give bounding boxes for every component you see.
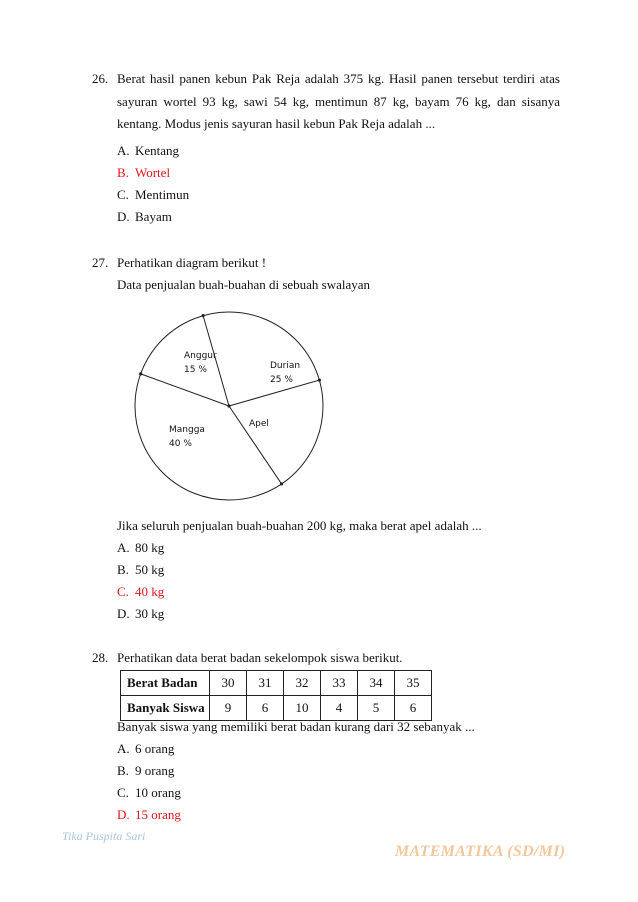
fruit-sales-pie-chart	[130, 305, 330, 505]
pie-boundary-dot	[318, 378, 321, 381]
q28-option-d: D. 15 orang	[117, 807, 181, 822]
pie-slice-value-label: 40 %	[169, 439, 192, 449]
pie-center-dot	[227, 404, 230, 407]
table-cell: 32	[284, 671, 321, 696]
pie-boundary-dot	[139, 372, 142, 375]
table-cell: 5	[358, 696, 395, 721]
author-name: Tika Puspita Sari	[62, 829, 146, 843]
table-cell: 33	[321, 671, 358, 696]
pie-slice-label: Anggur	[184, 351, 217, 361]
q27-question: Jika seluruh penjualan buah-buahan 200 kg, maka berat apel adalah ...	[117, 518, 482, 533]
q27-line-2: Data penjualan buah-buahan di sebuah swalayan	[117, 277, 371, 292]
q27-number: 27.	[92, 255, 109, 270]
subject-title: MATEMATIKA (SD/MI)	[395, 843, 566, 860]
weight-table	[120, 670, 432, 721]
q26-line-2: sayuran wortel 93 kg, sawi 54 kg, mentimun 87 kg, bayam 76 kg, dan sisanya	[117, 93, 560, 109]
table-cell: 34	[358, 671, 395, 696]
q26-option-c: C. Mentimun	[117, 187, 190, 202]
pie-slice-label: Durian	[270, 361, 301, 371]
q28-option-c: C. 10 orang	[117, 785, 181, 800]
table-cell: 6	[395, 696, 432, 721]
q27-option-c: C. 40 kg	[117, 584, 165, 599]
table-cell: 6	[247, 696, 284, 721]
pie-boundary-dot	[201, 314, 204, 317]
pie-slice-value-label: 15 %	[184, 365, 207, 375]
q26-option-a: A. Kentang	[117, 143, 180, 158]
pie-slice-label: Apel	[249, 419, 269, 429]
table-cell: 9	[210, 696, 247, 721]
q27-option-d: D. 30 kg	[117, 606, 165, 621]
q26-option-d: D. Bayam	[117, 209, 172, 224]
table-cell: 31	[247, 671, 284, 696]
q26-number: 26.	[92, 71, 109, 86]
q28-option-b: B. 9 orang	[117, 763, 175, 778]
q27-option-a: A. 80 kg	[117, 540, 165, 555]
q26-line-1: Berat hasil panen kebun Pak Reja adalah 375 kg. Hasil panen tersebut terdiri atas	[117, 71, 560, 86]
q26-text	[117, 68, 560, 136]
table-header-cell: Berat Badan	[121, 671, 210, 696]
pie-slice-label: Mangga	[169, 425, 205, 435]
table-header-cell: Banyak Siswa	[121, 696, 210, 721]
q28-line-1: Perhatikan data berat badan sekelompok siswa berikut.	[117, 650, 403, 665]
table-cell: 4	[321, 696, 358, 721]
table-cell: 10	[284, 696, 321, 721]
q28-option-a: A. 6 orang	[117, 741, 175, 756]
table-cell: 35	[395, 671, 432, 696]
q27-line-1: Perhatikan diagram berikut !	[117, 255, 267, 270]
q26-line-3: kentang. Modus jenis sayuran hasil kebun Pak Reja adalah ...	[117, 116, 436, 131]
pie-boundary-dot	[280, 482, 283, 485]
pie-slice-value-label: 25 %	[270, 375, 293, 385]
table-cell: 30	[210, 671, 247, 696]
q28-question: Banyak siswa yang memiliki berat badan kurang dari 32 sebanyak ...	[117, 719, 475, 734]
q28-number: 28.	[92, 650, 109, 665]
q27-option-b: B. 50 kg	[117, 562, 165, 577]
table-row	[121, 671, 432, 696]
q26-option-b: B. Wortel	[117, 165, 171, 180]
